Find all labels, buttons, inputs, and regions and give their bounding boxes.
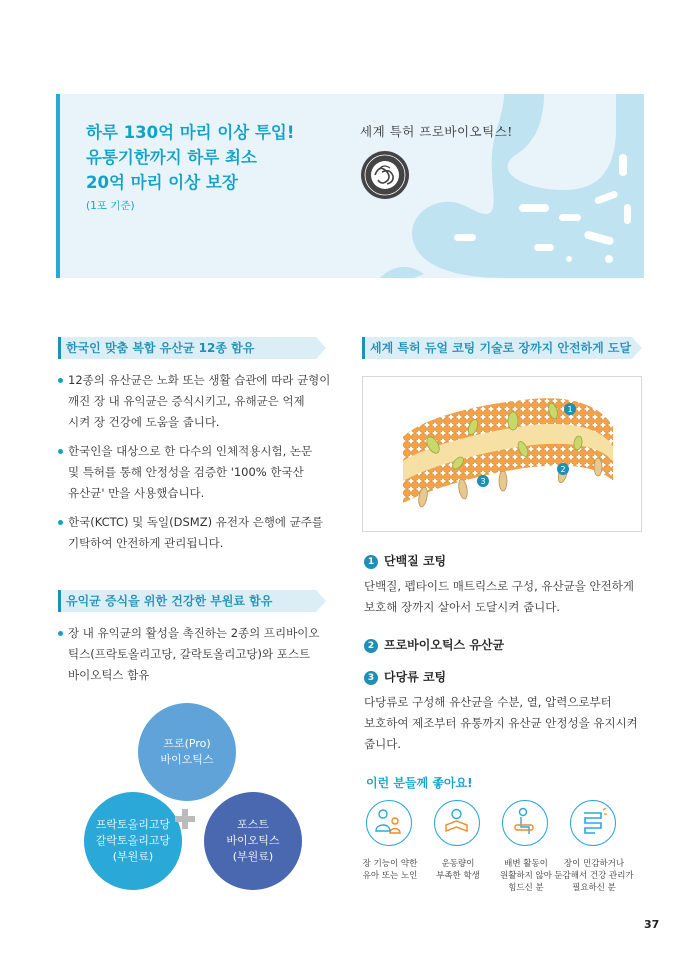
list-item (58, 370, 340, 433)
caption-line: 필요하신 분 (572, 883, 616, 893)
section-heading-ingredients: 유익균 증식을 위한 건강한 부원료 함유 (58, 590, 316, 612)
bullet-line: 한국인을 대상으로 한 다수의 인체적용시험, 논문 (68, 444, 313, 458)
item-protein-coating (364, 552, 446, 569)
prebiotics-circle (84, 792, 182, 890)
circle-label: 바이오틱스 (226, 834, 280, 847)
circle-label: 바이오틱스 (160, 753, 214, 766)
hero-title-line: 20억 마리 이상 보장 (86, 173, 238, 192)
hero-title (86, 120, 294, 195)
intestine-icon (570, 800, 616, 846)
caption-line: 운동량이 (441, 859, 475, 869)
plus-icon (174, 808, 196, 830)
postbiotics-circle (204, 792, 302, 890)
caption-line: 장 기능이 약한 (362, 859, 418, 869)
bullet-line: 한국(KCTC) 및 독일(DSMZ) 유전자 은행에 균주를 (68, 515, 324, 529)
list-item (58, 512, 340, 554)
elderly-child-icon (366, 800, 412, 846)
target-caption (554, 858, 634, 894)
desc-line: 단백질, 펩타이드 매트릭스로 구성, 유산균을 안전하게 (364, 579, 634, 593)
item-title: 프로바이오틱스 유산균 (384, 638, 505, 652)
desc-line: 보호하여 제조부터 유통까지 유산균 안정성을 유지시켜 (364, 716, 638, 730)
caption-line: 장이 민감하거나 (563, 859, 625, 869)
desc-line: 보호해 장까지 살아서 도달시켜 줍니다. (364, 600, 561, 614)
bullet-line: 유산균' 만을 사용했습니다. (68, 486, 205, 500)
item-probiotics (364, 636, 504, 653)
bullet-line: 깨진 장 내 유익균은 증식시키고, 유해균은 억제 (68, 394, 305, 408)
item-title: 단백질 코팅 (384, 554, 447, 568)
bullet-line: 장 내 유익균의 활성을 촉진하는 2종의 프리바이오 (68, 626, 320, 640)
caption-line: 힘드신 분 (508, 883, 544, 893)
figure-marker: 3 (480, 477, 486, 486)
circle-label: 포스트 (237, 818, 269, 831)
list-item (58, 441, 340, 504)
caption-line: 유아 또는 노인 (362, 871, 418, 881)
item-number-badge: 3 (364, 671, 378, 685)
desc-line: 줍니다. (364, 737, 401, 751)
desc-line: 다당류로 구성해 유산균을 수분, 열, 압력으로부터 (364, 695, 612, 709)
bullet-line: 틱스(프락토올리고당, 갈락토올리고당)와 포스트 (68, 647, 311, 661)
caption-line: 원활하지 않아 (500, 871, 552, 881)
caption-line: 배변 활동이 (504, 859, 548, 869)
circle-label: 프락토올리고당 (95, 818, 171, 831)
circle-label: (부원료) (232, 850, 274, 863)
item-title: 다당류 코팅 (384, 670, 447, 684)
item-number-badge: 2 (364, 639, 378, 653)
caption-line: 부족한 학생 (436, 871, 480, 881)
bullet-line: 및 특허를 통해 안정성을 검증한 '100% 한국산 (68, 465, 304, 479)
circle-label: 프로(Pro) (163, 737, 211, 750)
item-polysaccharide-coating (364, 668, 446, 685)
hero-banner (56, 94, 644, 278)
toilet-icon (502, 800, 548, 846)
patent-label: 세계 특허 프로바이오틱스! (360, 124, 513, 139)
circle-label: 갈락토올리고당 (95, 834, 171, 847)
hero-note: (1포 기준) (86, 200, 135, 212)
target-users-title: 이런 분들께 좋아요! (366, 776, 473, 790)
bullet-line: 시켜 장 건강에 도움을 줍니다. (68, 415, 220, 429)
hero-title-line: 유통기한까지 하루 최소 (86, 148, 257, 167)
ingredients-bullet-list (58, 623, 340, 694)
caption-line: 둔감해서 건강 관리가 (554, 871, 634, 881)
figure-marker: 1 (567, 405, 573, 414)
bullet-line: 바이오틱스 함유 (68, 668, 150, 682)
patent-seal-icon (360, 150, 410, 200)
ingredient-venn-diagram (84, 700, 304, 896)
bullet-line: 기탁하여 안전하게 관리됩니다. (68, 536, 224, 550)
list-item (58, 623, 340, 686)
probiotics-circle (138, 703, 236, 801)
bullet-line: 12종의 유산균은 노화 또는 생활 습관에 따라 균형이 (68, 373, 331, 387)
coating-illustration (363, 377, 641, 531)
page-number: 37 (644, 918, 660, 931)
figure-marker: 2 (560, 465, 566, 474)
protein-coating-desc (364, 576, 646, 618)
hero-title-line: 하루 130억 마리 이상 투입! (86, 123, 295, 142)
circle-label: (부원료) (112, 850, 154, 863)
item-number-badge: 1 (364, 555, 378, 569)
student-book-icon (434, 800, 480, 846)
dual-coating-figure (362, 376, 642, 532)
section-heading-strains: 한국인 맞춤 복합 유산균 12종 함유 (58, 337, 316, 359)
strains-bullet-list (58, 370, 340, 562)
polysaccharide-coating-desc (364, 692, 646, 755)
section-heading-coating: 세계 특허 듀얼 코팅 기술로 장까지 안전하게 도달 (362, 337, 632, 359)
